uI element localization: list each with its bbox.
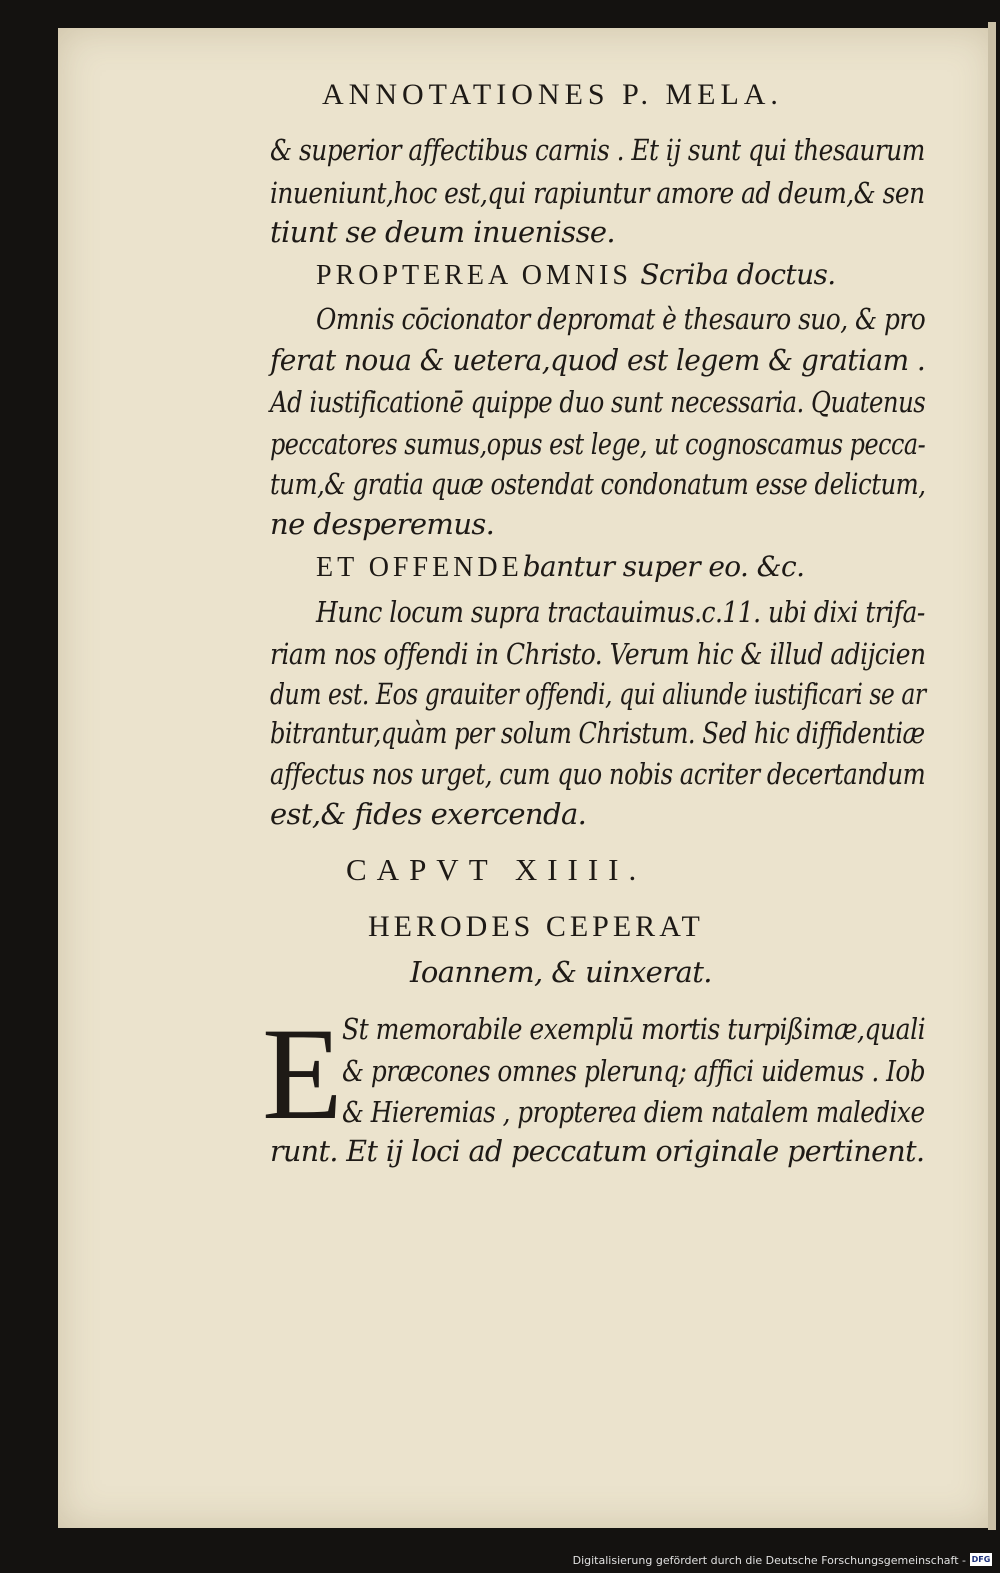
page-edge bbox=[988, 22, 996, 1532]
lemma-heading: HERODES CEPERAT bbox=[368, 910, 704, 943]
body-line: affectus nos urget, cum quo nobis acriter decertandum bbox=[270, 757, 926, 791]
body-line: runt. Et ij loci ad peccatum originale pertinent. bbox=[270, 1134, 925, 1168]
dfg-logo: DFG bbox=[971, 1555, 991, 1564]
drop-cap: E bbox=[262, 1000, 343, 1147]
body-line: & superior affectibus carnis . Et ij sunt qui thesaurum bbox=[270, 133, 925, 167]
body-line: est,& fides exercenda. bbox=[270, 797, 587, 831]
lemma-heading bbox=[316, 550, 804, 584]
body-line: & Hieremias , propterea diem natalem maledixe bbox=[342, 1095, 925, 1129]
body-line: bitrantur,quàm per solum Christum. Sed hic diffidentiæ bbox=[270, 716, 925, 750]
footer-credit: Digitalisierung gefördert durch die Deutsche Forschungsgemeinschaft - bbox=[572, 1554, 966, 1567]
lemma-caps: ET OFFENDE bbox=[316, 552, 523, 583]
body-line: & præcones omnes plerunq; affici uidemus . Iob bbox=[342, 1054, 926, 1088]
chapter-heading: CAPVT XIIII. bbox=[346, 852, 647, 887]
running-head: ANNOTATIONES P. MELA. bbox=[322, 78, 783, 111]
body-line: inueniunt,hoc est,qui rapiuntur amore ad deum,& sen bbox=[270, 176, 925, 210]
body-line: ne desperemus. bbox=[270, 507, 495, 541]
body-line: tum,& gratia quæ ostendat condonatum esse delictum, bbox=[270, 467, 926, 501]
body-line: St memorabile exemplū mortis turpißimæ,quali bbox=[342, 1012, 926, 1046]
body-line: tiunt se deum inuenisse. bbox=[270, 215, 616, 249]
lemma-italic: Scriba doctus. bbox=[631, 258, 836, 291]
body-line: ferat noua & uetera,quod est legem & gratiam . bbox=[270, 343, 926, 377]
lemma-continuation: Ioannem, & uinxerat. bbox=[410, 955, 712, 989]
body-line: Hunc locum supra tractauimus.c.11. ubi dixi trifa- bbox=[316, 595, 925, 629]
body-line: Ad iustificationē quippe duo sunt necessaria. Quatenus bbox=[270, 385, 926, 419]
body-line: dum est. Eos grauiter offendi, qui aliunde iustificari se ar bbox=[270, 677, 926, 711]
lemma-italic: bantur super eo. &c. bbox=[522, 550, 805, 583]
lemma-caps: PROPTEREA OMNIS bbox=[316, 260, 632, 291]
body-line: Omnis cōcionator depromat è thesauro suo, & pro bbox=[316, 302, 926, 336]
body-line: riam nos offendi in Christo. Verum hic & illud adijcien bbox=[270, 637, 926, 671]
body-line: peccatores sumus,opus est lege, ut cognoscamus pecca- bbox=[270, 427, 926, 461]
lemma-heading bbox=[316, 258, 836, 292]
